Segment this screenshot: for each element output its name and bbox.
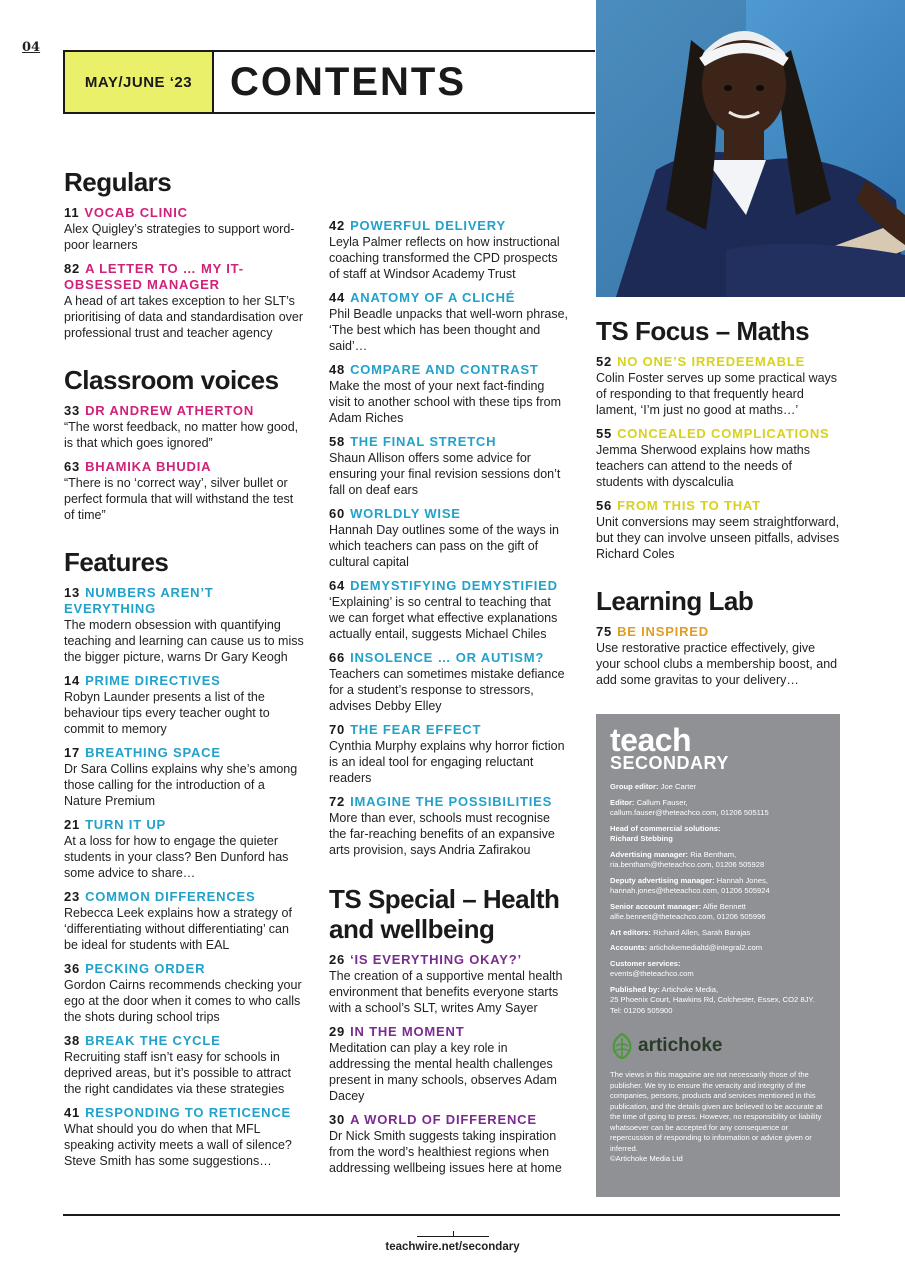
list-item[interactable]	[64, 403, 304, 451]
entry-description: The modern obsession with quantifying teaching and learning can cause us to miss the bigger picture, warns Dr Gary Keogh	[64, 618, 304, 664]
entry-page-number: 41	[64, 1105, 81, 1120]
entry-title: BREAK THE CYCLE	[85, 1033, 221, 1048]
list-item[interactable]	[64, 459, 304, 523]
student-photo-illustration	[596, 0, 905, 297]
entry-description: Dr Sara Collins explains why she’s among those calling for the introduction of a Nature Premium	[64, 762, 298, 808]
entry-title: BREATHING SPACE	[85, 745, 221, 760]
entry-description: Unit conversions may seem straightforward, but they can involve unseen pitfalls, advises Richard Coles	[596, 515, 840, 561]
list-item[interactable]	[329, 650, 569, 714]
entry-description: Use restorative practice effectively, give your school clubs a membership boost, and add some gravitas to your delivery…	[596, 641, 838, 687]
list-item[interactable]	[329, 362, 569, 426]
credit-label: Art editors:	[610, 927, 651, 937]
credit-value: Hannah Jones,	[716, 875, 768, 885]
credit-value: Callum Fauser,	[636, 797, 688, 807]
entry-title: IMAGINE THE POSSIBILITIES	[350, 794, 553, 809]
list-item[interactable]	[329, 722, 569, 786]
list-item[interactable]	[64, 1033, 304, 1097]
entry-page-number: 42	[329, 218, 346, 233]
artichoke-icon	[610, 1032, 634, 1060]
artichoke-wordmark: artichoke	[638, 1035, 723, 1056]
entry-title: NUMBERS AREN’T EVERYTHING	[64, 585, 214, 616]
entry-page-number: 29	[329, 1024, 346, 1039]
entry-description: A head of art takes exception to her SLT’s prioritising of data and standardisation over professional trust and teacher agency	[64, 294, 304, 340]
list-item[interactable]	[329, 290, 569, 354]
section-title-classroom-voices: Classroom voices	[64, 365, 279, 395]
entry-title: PECKING ORDER	[85, 961, 206, 976]
footer-divider	[63, 1214, 840, 1216]
list-item[interactable]	[64, 1105, 304, 1169]
entry-title: DR ANDREW ATHERTON	[85, 403, 255, 418]
credit-contact: alfie.bennett@theteachco.com, 01206 505996	[610, 912, 766, 921]
credit-deputy	[610, 876, 826, 897]
entry-title: RESPONDING TO RETICENCE	[85, 1105, 292, 1120]
list-item[interactable]	[64, 961, 304, 1025]
entry-page-number: 23	[64, 889, 81, 904]
credit-senior	[610, 902, 826, 923]
entry-description: Shaun Allison offers some advice for ensuring your final revision sessions don’t fall on deaf ears	[329, 451, 561, 497]
section-title-line2: and wellbeing	[329, 914, 495, 944]
entry-description: The creation of a supportive mental health environment that benefits everyone starts with a school’s SLT, writes Amy Sayer	[329, 969, 563, 1015]
entry-page-number: 13	[64, 585, 81, 600]
entry-title: THE FINAL STRETCH	[350, 434, 497, 449]
entry-title: NO ONE’S IRREDEEMABLE	[617, 354, 806, 369]
section-title-features: Features	[64, 547, 169, 577]
credit-label: Editor:	[610, 797, 635, 807]
entry-description: More than ever, schools must recognise the far-reaching benefits of an expansive arts provision, says Andria Zafirakou	[329, 811, 555, 857]
credit-label: Senior account manager:	[610, 901, 702, 911]
entry-page-number: 21	[64, 817, 81, 832]
entry-description: Leyla Palmer reflects on how instructional coaching transformed the CPD prospects of staff at Windsor Academy Trust	[329, 235, 560, 281]
list-item[interactable]	[64, 817, 304, 881]
list-item[interactable]	[329, 1024, 569, 1104]
section-title-ts-focus-maths: TS Focus – Maths	[596, 316, 810, 346]
list-item[interactable]	[596, 498, 841, 562]
entry-description: Dr Nick Smith suggests taking inspiration from the word’s healthiest regions when addressing wellbeing issues here at home	[329, 1129, 562, 1175]
list-item[interactable]	[329, 434, 569, 498]
entry-description: Teachers can sometimes mistake defiance for a student’s response to stressors, advises Debby Elley	[329, 667, 565, 713]
list-item[interactable]	[329, 952, 569, 1016]
section-title-ts-special	[329, 884, 569, 944]
credit-label: Deputy advertising manager:	[610, 875, 715, 885]
list-item[interactable]	[329, 578, 569, 642]
list-item[interactable]	[329, 1112, 569, 1176]
entry-description: Jemma Sherwood explains how maths teachers can attend to the needs of students with dyscalculia	[596, 443, 810, 489]
entry-title: ‘IS EVERYTHING OKAY?’	[350, 952, 522, 967]
entry-title: A WORLD OF DIFFERENCE	[350, 1112, 537, 1127]
credit-contact: ria.bentham@theteachco.com, 01206 505928	[610, 860, 765, 869]
list-item[interactable]	[64, 889, 304, 953]
credit-advertising	[610, 850, 826, 871]
entry-description: Robyn Launder presents a list of the behaviour tips every teacher ought to commit to memory	[64, 690, 270, 736]
logo-teach: teach	[610, 722, 692, 758]
credit-contact: hannah.jones@theteachco.com, 01206 505924	[610, 886, 770, 895]
list-item[interactable]	[596, 354, 841, 418]
entry-page-number: 48	[329, 362, 346, 377]
entry-page-number: 66	[329, 650, 346, 665]
entry-page-number: 26	[329, 952, 346, 967]
entry-description: At a loss for how to engage the quieter students in your class? Ben Dunford has some advice to share…	[64, 834, 289, 880]
credit-group-editor	[610, 782, 826, 793]
entry-page-number: 63	[64, 459, 81, 474]
entry-title: COMMON DIFFERENCES	[85, 889, 256, 904]
entry-page-number: 64	[329, 578, 346, 593]
entry-page-number: 44	[329, 290, 346, 305]
entry-title: CONCEALED COMPLICATIONS	[617, 426, 830, 441]
entry-page-number: 72	[329, 794, 346, 809]
list-item[interactable]	[596, 624, 841, 688]
disclaimer: The views in this magazine are not necessarily those of the publisher. We try to ensure the veracity and integrity of the companies, persons, products and services mentioned in this publication, and the details given are believed to be accurate at the time of going to press. However, no responsibility or liability whatsoever can be accepted for any consequence or repercussion of responding to information or advice given or inferred.	[610, 1070, 823, 1153]
credit-value: Alfie Bennett	[702, 901, 746, 911]
entry-description: Alex Quigley’s strategies to support word-poor learners	[64, 222, 295, 252]
entry-page-number: 58	[329, 434, 346, 449]
list-item[interactable]	[64, 745, 304, 809]
entry-page-number: 14	[64, 673, 81, 688]
credit-label: Advertising manager:	[610, 849, 689, 859]
entry-description: “The worst feedback, no matter how good, is that which goes ignored”	[64, 420, 299, 450]
credit-value: artichokemedialtd@integral2.com	[649, 943, 763, 952]
entry-description: Colin Foster serves up some practical ways of responding to that frequently heard lament, ‘I’m just no good at maths…’	[596, 371, 838, 417]
credit-customer	[610, 959, 826, 980]
credit-value: Artichoke Media,	[661, 984, 719, 994]
entry-title: THE FEAR EFFECT	[350, 722, 482, 737]
entry-title: FROM THIS TO THAT	[617, 498, 761, 513]
credit-label: Head of commercial solutions:	[610, 823, 721, 833]
credit-art	[610, 928, 826, 939]
entry-title: A LETTER TO … MY IT-OBSESSED MANAGER	[64, 261, 244, 292]
entry-description: Cynthia Murphy explains why horror fiction is an ideal tool for engaging reluctant readers	[329, 739, 565, 785]
entry-description: Hannah Day outlines some of the ways in which teachers can pass on the gift of cultural capital	[329, 523, 559, 569]
page-number: 04	[22, 40, 41, 55]
entry-title: COMPARE AND CONTRAST	[350, 362, 539, 377]
credit-contact: callum.fauser@theteachco.com, 01206 505115	[610, 808, 769, 817]
credit-value: Ria Bentham,	[690, 849, 737, 859]
teach-secondary-logo	[610, 724, 826, 772]
list-item[interactable]	[596, 426, 841, 490]
footer-url[interactable]: teachwire.net/secondary	[385, 1241, 520, 1253]
entry-page-number: 38	[64, 1033, 81, 1048]
entry-page-number: 17	[64, 745, 81, 760]
entry-title: POWERFUL DELIVERY	[350, 218, 506, 233]
entry-page-number: 75	[596, 624, 613, 639]
list-item[interactable]	[64, 261, 304, 341]
column-middle	[329, 210, 569, 1176]
list-item[interactable]	[329, 506, 569, 570]
page-title: CONTENTS	[230, 59, 466, 104]
contents-header	[63, 50, 595, 114]
entry-title: PRIME DIRECTIVES	[85, 673, 221, 688]
entry-title: DEMYSTIFYING DEMYSTIFIED	[350, 578, 558, 593]
entry-page-number: 56	[596, 498, 613, 513]
entry-page-number: 60	[329, 506, 346, 521]
credit-commercial	[610, 824, 826, 845]
credit-editor	[610, 798, 826, 819]
entry-page-number: 55	[596, 426, 613, 441]
footer-tick	[453, 1231, 454, 1237]
column-right	[596, 316, 841, 688]
entry-description: Recruiting staff isn’t easy for schools in deprived areas, but it’s possible to attract the right candidates via these strategies	[64, 1050, 291, 1096]
entry-page-number: 70	[329, 722, 346, 737]
entry-title: IN THE MOMENT	[350, 1024, 465, 1039]
list-item[interactable]	[64, 205, 304, 253]
entry-title: BE INSPIRED	[617, 624, 709, 639]
entry-description: Meditation can play a key role in addressing the mental health challenges present in many schools, observes Adam Dacey	[329, 1041, 557, 1103]
entry-description: Rebecca Leek explains how a strategy of ‘differentiating without differentiating’ can be ideal for students with EAL	[64, 906, 292, 952]
entry-title: TURN IT UP	[85, 817, 167, 832]
column-left	[64, 167, 304, 1169]
credit-value: Joe Carter	[660, 782, 697, 791]
entry-title: WORLDLY WISE	[350, 506, 461, 521]
entry-description: ‘Explaining’ is so central to teaching that we can forget what effective explanations actually entail, suggests Michael Chiles	[329, 595, 558, 641]
entry-title: BHAMIKA BHUDIA	[85, 459, 212, 474]
entry-page-number: 33	[64, 403, 81, 418]
credit-published	[610, 985, 826, 1017]
issue-date: MAY/JUNE ‘23	[65, 52, 214, 112]
credit-label: Published by:	[610, 984, 660, 994]
credit-address: 25 Phoenix Court, Hawkins Rd, Colchester, Essex, CO2 8JY. Tel: 01206 505900	[610, 995, 815, 1015]
entry-page-number: 36	[64, 961, 81, 976]
credit-label: Customer services:	[610, 958, 681, 968]
section-title-regulars: Regulars	[64, 167, 172, 197]
entry-description: What should you do when that MFL speaking activity meets a wall of silence? Steve Smith has some suggestions…	[64, 1122, 292, 1168]
copyright: ©Artichoke Media Ltd	[610, 1154, 683, 1163]
cover-photo	[596, 0, 905, 297]
list-item[interactable]	[64, 673, 304, 737]
list-item[interactable]	[329, 794, 569, 858]
artichoke-logo	[610, 1032, 826, 1060]
entry-page-number: 11	[64, 205, 80, 220]
logo-secondary: SECONDARY	[610, 753, 729, 773]
section-title-line1: TS Special – Health	[329, 884, 560, 914]
credit-label: Group editor:	[610, 782, 659, 791]
entry-title: ANATOMY OF A CLICHÉ	[350, 290, 516, 305]
credits-box	[596, 714, 840, 1197]
entry-title: VOCAB CLINIC	[84, 205, 188, 220]
entry-title: INSOLENCE … OR AUTISM?	[350, 650, 545, 665]
entry-description: Make the most of your next fact-finding visit to another school with these tips from Adam Riches	[329, 379, 562, 425]
list-item[interactable]	[64, 585, 304, 665]
entry-description: “There is no ‘correct way’, silver bullet or perfect formula that will withstand the test of time”	[64, 476, 294, 522]
entry-description: Gordon Cairns recommends checking your ego at the door when it comes to who calls the shots during school trips	[64, 978, 302, 1024]
credit-accounts	[610, 943, 826, 954]
credit-value: Richard Stebbing	[610, 834, 673, 843]
entry-page-number: 30	[329, 1112, 346, 1127]
entry-page-number: 82	[64, 261, 81, 276]
credit-value: events@theteachco.com	[610, 969, 694, 978]
list-item[interactable]	[329, 218, 569, 282]
entry-page-number: 52	[596, 354, 613, 369]
entry-description: Phil Beadle unpacks that well-worn phrase, ‘The best which has been thought and said’…	[329, 307, 569, 353]
section-title-learning-lab: Learning Lab	[596, 586, 754, 616]
credit-value: Richard Allen, Sarah Barajas	[653, 927, 751, 937]
credit-label: Accounts:	[610, 943, 648, 952]
